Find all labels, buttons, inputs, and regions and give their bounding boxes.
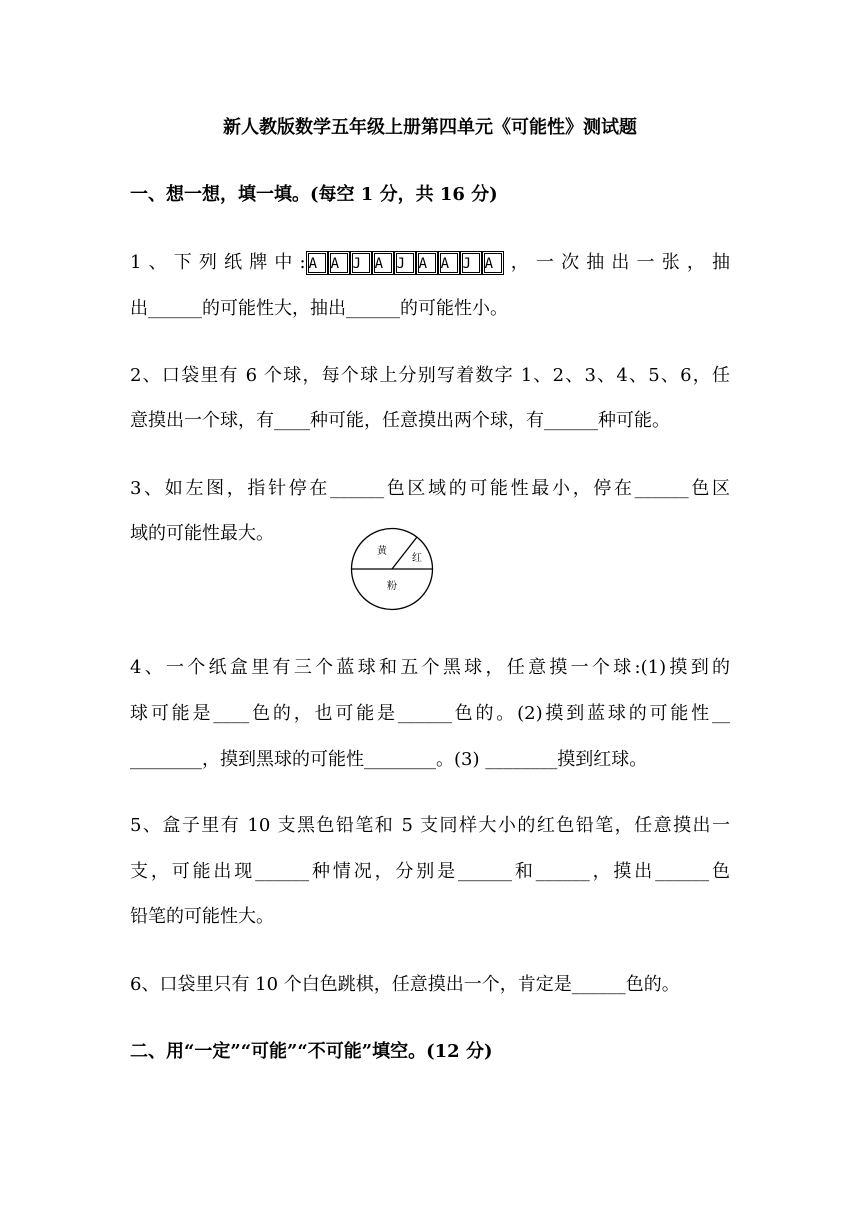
card: J xyxy=(396,253,414,273)
card: A xyxy=(374,253,392,273)
document-title: 新人教版数学五年级上册第四单元《可能性》测试题 xyxy=(223,117,637,138)
q2-line-1: 2、口袋里有 6 个球，每个球上分别写着数字 1、2、3、4、5、6，任 xyxy=(130,365,730,386)
card: A xyxy=(308,253,326,273)
spinner-label-pink: 粉 xyxy=(387,581,397,592)
q5-line-2: 支，可能出现______种情况，分别是______和______，摸出______色 xyxy=(130,861,730,882)
q4-line-2: 球可能是____色的，也可能是______色的。(2)摸到蓝球的可能性__ xyxy=(130,703,730,724)
q3-line-2: 域的可能性最大。 xyxy=(130,523,274,544)
q1-prefix: 1、下列纸牌中: xyxy=(130,252,306,273)
section-2-heading: 二、用“一定”“可能”“不可能”填空。(12 分) xyxy=(130,1041,493,1062)
q3-line-1: 3、如左图，指针停在______色区域的可能性最小，停在______色区 xyxy=(130,478,730,499)
card: J xyxy=(352,253,370,273)
spinner-diagram xyxy=(350,527,434,611)
card: A xyxy=(440,253,458,273)
card: A xyxy=(484,253,502,273)
q5-line-1: 5、盒子里有 10 支黑色铅笔和 5 支同样大小的红色铅笔，任意摸出一 xyxy=(130,815,730,836)
q6-line-1: 6、口袋里只有 10 个白色跳棋，任意摸出一个，肯定是______色的。 xyxy=(130,974,680,995)
q1-line-2: 出______的可能性大，抽出______的可能性小。 xyxy=(130,298,508,319)
spinner-label-yellow: 黄 xyxy=(377,546,387,557)
q4-line-1: 4、一个纸盒里有三个蓝球和五个黑球，任意摸一个球:(1)摸到的 xyxy=(130,657,730,678)
q4-line-3: ________，摸到黑球的可能性________。(3) ________摸到红球。 xyxy=(130,749,648,770)
section-1-heading: 一、想一想，填一填。(每空 1 分，共 16 分) xyxy=(130,184,498,205)
q5-line-3: 铅笔的可能性大。 xyxy=(130,906,274,927)
card: A xyxy=(330,253,348,273)
q1-cards xyxy=(308,253,502,273)
q1-line-1 xyxy=(130,251,730,275)
q1-suffix: ，一次抽出一张，抽 xyxy=(503,252,730,273)
spinner-label-red: 红 xyxy=(412,553,422,564)
q2-line-2: 意摸出一个球，有____种可能，任意摸出两个球，有______种可能。 xyxy=(130,410,670,431)
card: A xyxy=(418,253,436,273)
card: J xyxy=(462,253,480,273)
